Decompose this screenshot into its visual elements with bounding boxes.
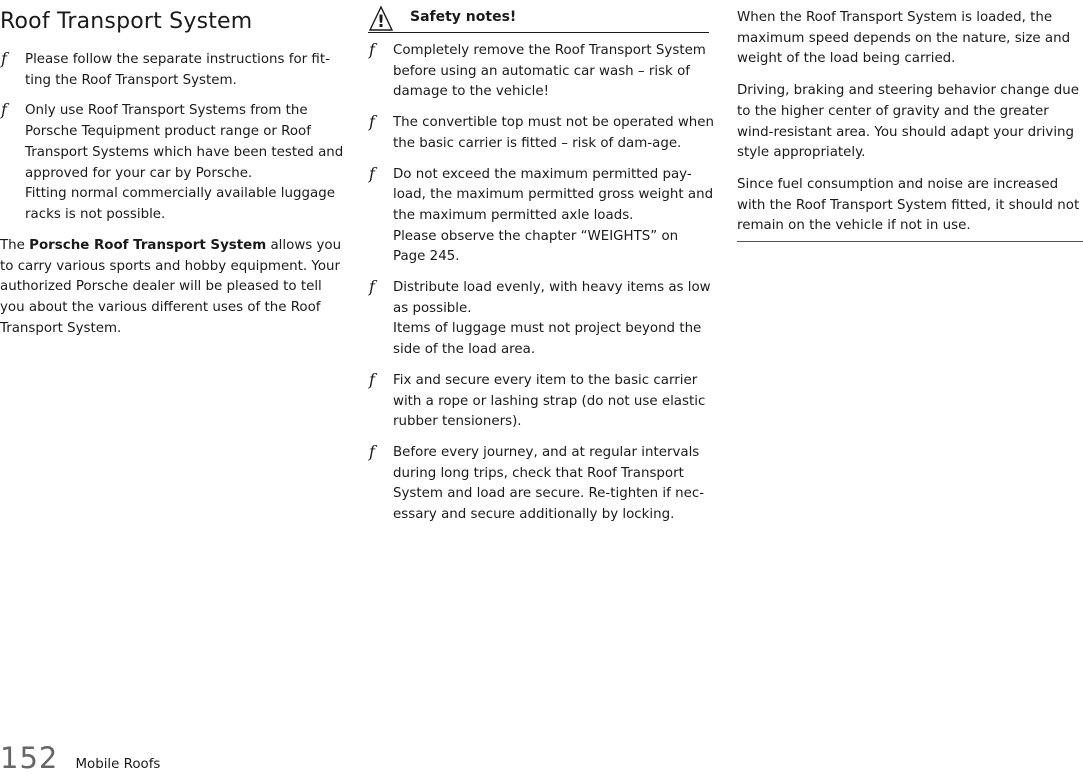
intro-suffix: allows you to carry various sports and hobby equipment. Your authorized Porsche dealer will be pleased to tell you about the various different uses of the Roof Transport System. [0, 238, 342, 336]
list-item-text: Completely remove the Roof Transport System before using an automatic car wash – risk of damage to the vehicle! [393, 43, 706, 100]
bullet-icon: f [369, 40, 375, 59]
list-item [368, 165, 714, 269]
list-item [0, 101, 348, 225]
bullet-icon: f [369, 112, 375, 132]
list-item [368, 443, 714, 526]
list-item-text: Do not exceed the maximum permitted pay-load, the maximum permitted gross weight and the maximum permitted axle loads. [393, 166, 714, 223]
page-number: 152 [0, 741, 59, 775]
page-title: Roof Transport System [0, 9, 253, 34]
section-name: Mobile Roofs [75, 757, 161, 772]
bullet-icon: f [1, 49, 7, 68]
safety-notes-header [368, 6, 709, 33]
note-paragraph: Since fuel consumption and noise are increased with the Roof Transport System fitted, it should not remain on the vehicle if not in use. [737, 176, 1080, 234]
list-item-note: Items of luggage must not project beyond the side of the load area. [393, 321, 702, 358]
bullet-icon: f [369, 277, 375, 297]
warning-glyph: ! [377, 12, 385, 32]
bullet-icon: f [369, 369, 375, 389]
safety-list [368, 41, 714, 536]
safety-notes-title: Safety notes! [410, 9, 517, 25]
list-item-text: Please follow the separate instructions for fit-ting the Roof Transport System. [25, 52, 330, 88]
list-item-text: Only use Roof Transport Systems from the Porsche Tequipment product range or Roof Transport Systems which have been tested and approved for your car by Porsche. [25, 103, 344, 181]
intro-prefix: The [0, 238, 30, 253]
page-footer [0, 741, 160, 775]
note-paragraph: When the Roof Transport System is loaded, the maximum speed depends on the nature, size and weight of the load being carried. [737, 10, 1071, 67]
list-item [368, 278, 714, 361]
list-item-text: Distribute load evenly, with heavy items as low as possible. [393, 280, 711, 316]
list-item-text: Before every journey, and at regular intervals during long trips, check that Roof Transport System and load are secure. Re-tighten if nec-essary and secure additionally by locking. [393, 444, 705, 523]
instruction-list [0, 50, 348, 236]
list-item-text: Fix and secure every item to the basic carrier with a rope or lashing strap (do not use elastic rubber tensioners). [393, 372, 706, 430]
list-item-note: Fitting normal commercially available luggage racks is not possible. [25, 186, 335, 222]
notes-block [737, 8, 1083, 248]
list-item [368, 371, 714, 433]
bullet-icon: f [369, 441, 375, 461]
intro-bold-term: Porsche Roof Transport System [29, 238, 267, 253]
list-item [368, 113, 714, 154]
list-item-text: The convertible top must not be operated when the basic carrier is fitted – risk of dam-age. [393, 115, 715, 151]
bullet-icon: f [369, 163, 375, 183]
list-item [0, 50, 348, 91]
bullet-icon: f [1, 100, 7, 120]
intro-paragraph [0, 236, 348, 340]
section-divider [737, 241, 1083, 242]
list-item-note: Please observe the chapter “WEIGHTS” on Page 245. [393, 228, 679, 265]
list-item [368, 41, 714, 103]
warning-triangle-icon [368, 6, 404, 32]
note-paragraph: Driving, braking and steering behavior change due to the higher center of gravity and the greater wind-resistant area. You should adapt your driving style appropriately. [737, 83, 1080, 161]
